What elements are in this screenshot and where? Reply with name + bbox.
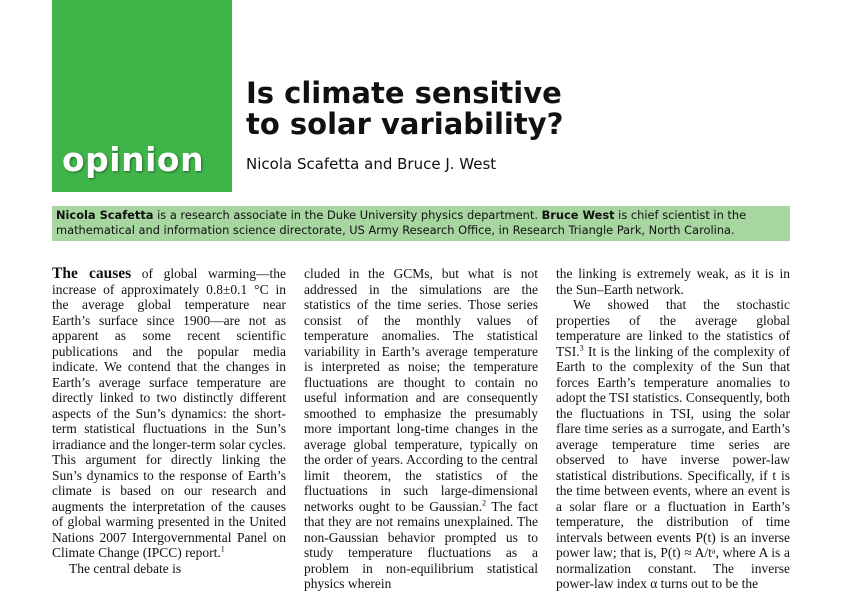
col1-paragraph-1 <box>52 266 286 561</box>
bio-name-1: Nicola Scafetta <box>56 208 154 222</box>
lead-in: The causes <box>52 265 132 282</box>
col3-p2-text: We showed that the stochastic properties of the average global temperature are linked to the statistics of TSI. <box>556 297 790 359</box>
bio-name-2: Bruce West <box>541 208 615 222</box>
bio-text-1: is a research associate in the Duke University physics department. <box>153 208 542 222</box>
body-column-1 <box>52 266 286 576</box>
bio-text-2: is chief scientist in the mathematical and information science directorate, US Army Research Office, in Research Triangle Park, North Carolina. <box>56 208 747 237</box>
reference-3: 3 <box>579 343 584 352</box>
reference-1: 1 <box>220 544 225 554</box>
article-authors: Nicola Scafetta and Bruce J. West <box>246 155 497 173</box>
col2-p1-text: cluded in the GCMs, but what is not addressed in the simulations are the statistics of the time series. Those series consist of the monthly values of temperature anomalies. The statistical variability in Earth’s average temperature is interpreted as noise; the temperature fluctuations are thought to contain no useful information and are consequently smoothed to emphasize the presumably more important long-time changes in the average global temperature, typically on the order of years. According to the central limit theorem, the statistics of the fluctuations in such large-dimensional networks ought to be Gaussian. <box>304 266 538 514</box>
col3-paragraph-1: the linking is extremely weak, as it is in the Sun–Earth network. <box>556 266 790 297</box>
section-tag: opinion <box>62 140 205 179</box>
body-column-2 <box>304 266 538 592</box>
reference-2: 2 <box>482 498 487 507</box>
col1-paragraph-2: The central debate is <box>69 560 182 576</box>
col2-p1b-text: The fact that they are not remains unexplained. The non-Gaussian behavior prompted us to study temperature fluctuations as a problem in non-equilibrium statistical physics wherein <box>304 498 538 591</box>
col3-p2b-text: It is the linking of the complexity of Earth to the complexity of the Sun that forces Earth’s temperature anomalies to adopt the TSI statistics. Consequently, both the fluctuations in TSI, using the solar flare time series as a surrogate, and Earth’s average temperature time series are observed to have inverse power-law statistical distributions. Specifically, if t is the time between events, where an event is a solar flare or a fluctuation in Earth’s temperature, the distribution of time intervals between events P(t) is an inverse power law; that is, P(t) ≈ A/tᵃ, where A is a normalization constant. The inverse power-law index α turns out to be the <box>556 343 790 591</box>
article-title <box>246 78 563 140</box>
col1-p1-text: of global warming—the increase of approximately 0.8±0.1 °C in the average global temperature near Earth’s surface since 1900—are not as apparent as some recent scientific publications and the popular media indicate. We contend that the changes in Earth’s average surface temperature are directly linked to two distinctly different aspects of the Sun’s dynamics: the short-term statistical fluctuations in the Sun’s irradiance and the longer-term solar cycles. This argument for directly linking the Sun’s dynamics to the response of Earth’s climate is based on our research and augments the interpretation of the causes of global warming presented in the United Nations 2007 Intergovernmental Panel on Climate Change (IPCC) report. <box>52 266 286 560</box>
title-line-1: Is climate sensitive <box>246 76 562 110</box>
opinion-tag-block <box>52 0 232 192</box>
body-column-3 <box>556 266 790 592</box>
col2-paragraph-1 <box>304 266 538 592</box>
col3-paragraph-2 <box>556 297 790 592</box>
title-line-2: to solar variability? <box>246 107 564 141</box>
author-bio-band <box>52 206 790 241</box>
